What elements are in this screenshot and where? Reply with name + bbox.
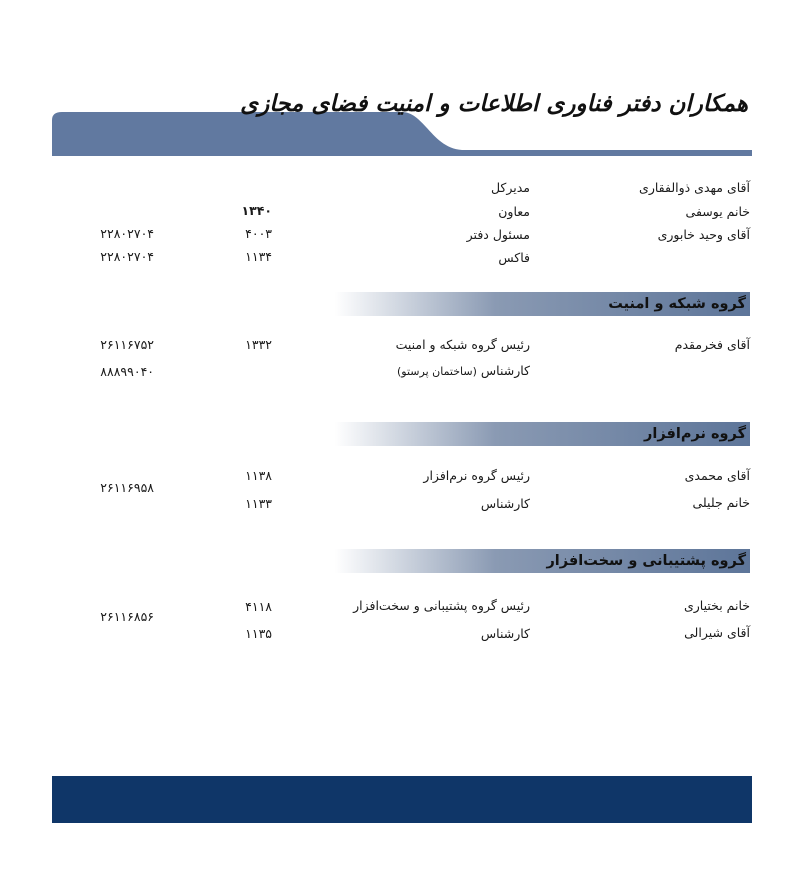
section-bar-network [80,292,750,316]
support-role: کارشناس [480,626,530,641]
software-role: کارشناس [480,496,530,511]
network-name: آقای فخرمقدم [674,337,750,352]
network-ext: ۱۳۳۲ [245,337,272,352]
support-ext: ۴۱۱۸ [245,599,272,614]
network-phone: ۸۸۸۹۹۰۴۰ [100,364,154,379]
management-role: مسئول دفتر [466,227,530,242]
software-role: رئیس گروه نرم‌افزار [423,468,530,483]
support-name: آقای شیرالی [684,625,750,640]
section-bar-software [80,422,750,446]
management-name: خانم یوسفی [685,204,750,219]
support-ext: ۱۱۳۵ [245,626,272,641]
management-name: آقای مهدی ذوالفقاری [639,180,750,195]
support-phone: ۲۶۱۱۶۸۵۶ [100,609,154,624]
network-role: رئیس گروه شبکه و امنیت [395,337,530,352]
management-role: فاکس [498,250,530,265]
software-ext: ۱۱۳۸ [245,468,272,483]
network-phone: ۲۶۱۱۶۷۵۲ [100,337,154,352]
management-name: آقای وحید خابوری [657,227,750,242]
section-title: گروه پشتیبانی و سخت‌افزار [546,553,746,569]
management-role: مدیرکل [490,180,530,195]
software-ext: ۱۱۳۳ [245,496,272,511]
software-phone: ۲۶۱۱۶۹۵۸ [100,480,154,495]
support-name: خانم بختیاری [683,598,750,613]
management-phone: ۲۲۸۰۲۷۰۴ [100,226,154,241]
software-name: خانم جلیلی [692,495,750,510]
footer-band [52,776,752,823]
management-phone: ۲۲۸۰۲۷۰۴ [100,249,154,264]
management-ext: ۱۱۳۴ [245,249,272,264]
network-role-label: کارشناس [480,363,530,378]
network-role [397,363,530,378]
software-name: آقای محمدی [684,468,750,483]
section-bar-support [80,549,750,573]
management-role: معاون [498,204,530,219]
management-ext: ۱۳۴۰ [241,203,272,218]
management-ext: ۴۰۰۳ [245,226,272,241]
section-title: گروه نرم‌افزار [644,426,746,442]
section-title: گروه شبکه و امنیت [608,296,746,312]
network-role-note: (ساختمان پرستو) [397,365,477,378]
page-title: همکاران دفتر فناوری اطلاعات و امنیت فضای مجازی [240,90,748,117]
support-role: رئیس گروه پشتیبانی و سخت‌افزار [353,598,530,613]
